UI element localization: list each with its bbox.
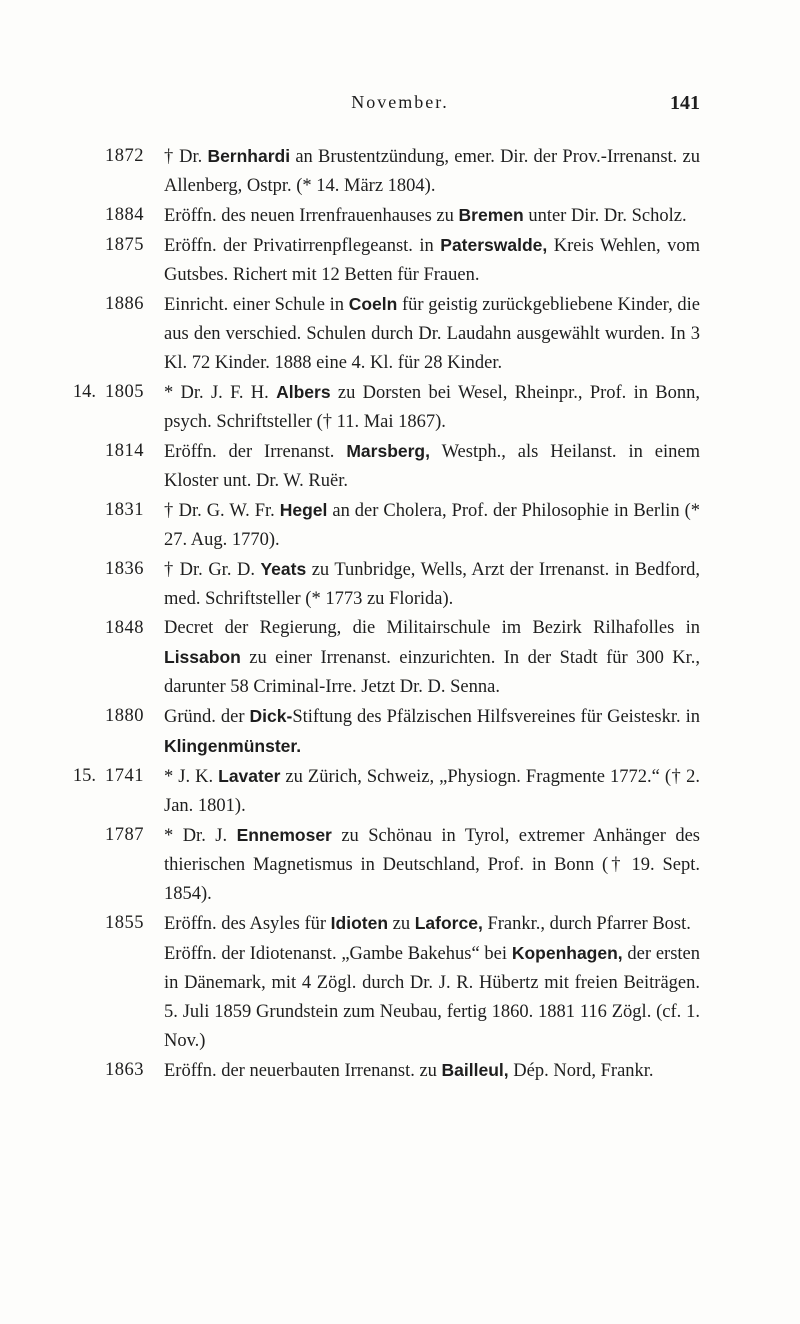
entry-keyword: Klingenmünster. (164, 736, 302, 756)
entry-year: 1831 (105, 500, 144, 520)
page-header (100, 92, 700, 122)
entry-keyword: Hegel (279, 500, 328, 520)
entry-year: 1836 (105, 559, 144, 579)
entry-keyword: Coeln (348, 294, 398, 314)
entry-text-run: Eröffn. der Privatirrenpflegeanst. in (164, 236, 441, 256)
entry-text (164, 826, 700, 904)
entry-keyword: Paterswalde, (440, 235, 548, 255)
entry-keyword: Dick- (249, 706, 293, 726)
chronicle-entry (60, 231, 700, 290)
entry-text (164, 618, 700, 697)
entry-year: 1886 (105, 294, 144, 314)
entry-text-run: Frankr., durch Pfarrer Bost. (482, 914, 691, 934)
entry-keyword: Albers (276, 382, 331, 402)
entry-year: 1848 (105, 618, 144, 638)
entry-text-run: Dép. Nord, Frankr. (508, 1061, 654, 1081)
entry-text-run: zu Tunbridge, Wells, Arzt der Irrenanst. in Bedford, med. Schriftsteller (* 1773 zu Florida). (164, 560, 700, 609)
entry-keyword: Lissabon (164, 647, 241, 667)
chronicle-entry (60, 496, 700, 555)
entry-year: 1872 (105, 146, 144, 166)
entry-keyword: Bernhardi (207, 146, 291, 166)
chronicle-entry (60, 201, 700, 231)
entry-text-run: Eröffn. der Irrenanst. (164, 442, 347, 462)
entry-text-run: * Dr. J. F. H. (164, 383, 277, 403)
entry-keyword: Lavater (218, 766, 281, 786)
entry-text-run: für geistig zurückgebliebene Kinder, die aus den verschied. Schulen durch Dr. Laudahn ausgewählt wurden. In 3 Kl. 72 Kinder. 1888 eine 4. Kl. für 28 Kinder. (164, 295, 700, 373)
entry-keyword: Yeats (260, 559, 307, 579)
entry-keyword: Bremen (458, 205, 524, 225)
entry-year: 1875 (105, 235, 144, 255)
entry-text (164, 206, 687, 226)
entry-day: 15. (72, 766, 96, 786)
entry-text-run: Einricht. einer Schule in (164, 295, 349, 315)
entry-keyword: Ennemoser (236, 825, 332, 845)
entry-text-run: † Dr. G. W. Fr. (164, 501, 280, 521)
entry-text (164, 944, 700, 1051)
entry-text-run: Kreis Wehlen, vom Gutsbes. Richert mit 12 Betten für Frauen. (164, 236, 700, 285)
entry-text-run: zu Dorsten bei Wesel, Rheinpr., Prof. in Bonn, psych. Schriftsteller († 11. Mai 1867). (164, 383, 700, 432)
entry-year: 1880 (105, 706, 144, 726)
entry-keyword: Laforce, (414, 913, 483, 933)
chronicle-entry (60, 939, 700, 1056)
entry-text-run: zu Zürich, Schweiz, „Physiogn. Fragmente 1772.“ († 2. Jan. 1801). (164, 767, 700, 816)
chronicle-entry (60, 762, 700, 821)
chronicle-entries (60, 142, 700, 1086)
entry-text (164, 442, 700, 491)
entry-text-run: an der Cholera, Prof. der Philosophie in Berlin (* 27. Aug. 1770). (164, 501, 701, 550)
entry-text-run: Eröffn. der neuerbauten Irrenanst. zu (164, 1061, 442, 1081)
entry-keyword: Idioten (330, 913, 389, 933)
entry-year: 1741 (105, 766, 144, 786)
entry-text (164, 1061, 654, 1081)
entry-text-run: zu einer Irrenanst. einzurichten. In der Stadt für 300 Kr., darunter 58 Criminal-Irre. Jetzt Dr. D. Senna. (164, 648, 700, 697)
entry-text (164, 767, 700, 816)
chronicle-entry (60, 821, 700, 909)
entry-text-run: * J. K. (164, 767, 219, 787)
chronicle-entry (60, 555, 700, 614)
entry-text-run: unter Dir. Dr. Scholz. (523, 206, 687, 226)
page-number: 141 (670, 92, 700, 114)
entry-text-run: der ersten in Dänemark, mit 4 Zögl. durch Dr. J. R. Hübertz mit freien Beiträgen. 5. Juli 1859 Grundstein zum Neubau, fertig 1860. 1881 116 Zögl. (cf. 1. Nov.) (164, 944, 700, 1051)
entry-year: 1855 (105, 913, 144, 933)
chronicle-entry (60, 702, 700, 762)
entry-text (164, 707, 700, 757)
entry-text (164, 147, 700, 196)
entry-text-run: Gründ. der (164, 707, 250, 727)
entry-text-run: zu (388, 914, 415, 934)
running-title: November. (351, 92, 449, 112)
entry-day: 14. (72, 382, 96, 402)
chronicle-entry (60, 290, 700, 378)
entry-text-run: Decret der Regierung, die Militairschule im Bezirk Rilhafolles in (164, 618, 700, 638)
entry-text (164, 383, 700, 432)
entry-keyword: Marsberg, (346, 441, 430, 461)
entry-year: 1884 (105, 205, 144, 225)
chronicle-entry (60, 437, 700, 496)
entry-keyword: Bailleul, (441, 1060, 509, 1080)
entry-keyword: Kopenhagen, (511, 943, 623, 963)
entry-text (164, 560, 700, 609)
entry-year: 1814 (105, 441, 144, 461)
chronicle-entry (60, 1056, 700, 1086)
entry-text-run: Westph., als Heilanst. in einem Kloster unt. Dr. W. Ruër. (164, 442, 700, 491)
entry-text-run: Stiftung des Pfälzischen Hilfsvereines für Geisteskr. in (292, 707, 700, 727)
entry-year: 1787 (105, 825, 144, 845)
entry-text-run: Eröffn. des Asyles für (164, 914, 331, 934)
entry-text-run: † Dr. Gr. D. (164, 560, 261, 580)
entry-year: 1863 (105, 1060, 144, 1080)
chronicle-entry (60, 378, 700, 437)
entry-text (164, 295, 700, 373)
entry-text-run: † Dr. (164, 147, 208, 167)
entry-year: 1805 (105, 382, 144, 402)
entry-text-run: an Brustentzündung, emer. Dir. der Prov.-Irrenanst. zu Allenberg, Ostpr. (* 14. März 1804). (164, 147, 700, 196)
entry-text (164, 501, 700, 550)
entry-text-run: Eröffn. der Idiotenanst. „Gambe Bakehus“ bei (164, 944, 512, 964)
entry-text (164, 914, 691, 934)
chronicle-entry (60, 909, 700, 939)
entry-text (164, 236, 700, 285)
entry-text-run: Eröffn. des neuen Irrenfrauenhauses zu (164, 206, 459, 226)
chronicle-entry (60, 614, 700, 702)
entry-text-run: * Dr. J. (164, 826, 237, 846)
entry-text-run: zu Schönau in Tyrol, extremer Anhänger des thierischen Magnetismus in Deutschland, Prof. in Bonn († 19. Sept. 1854). (164, 826, 701, 904)
chronicle-entry (60, 142, 700, 201)
